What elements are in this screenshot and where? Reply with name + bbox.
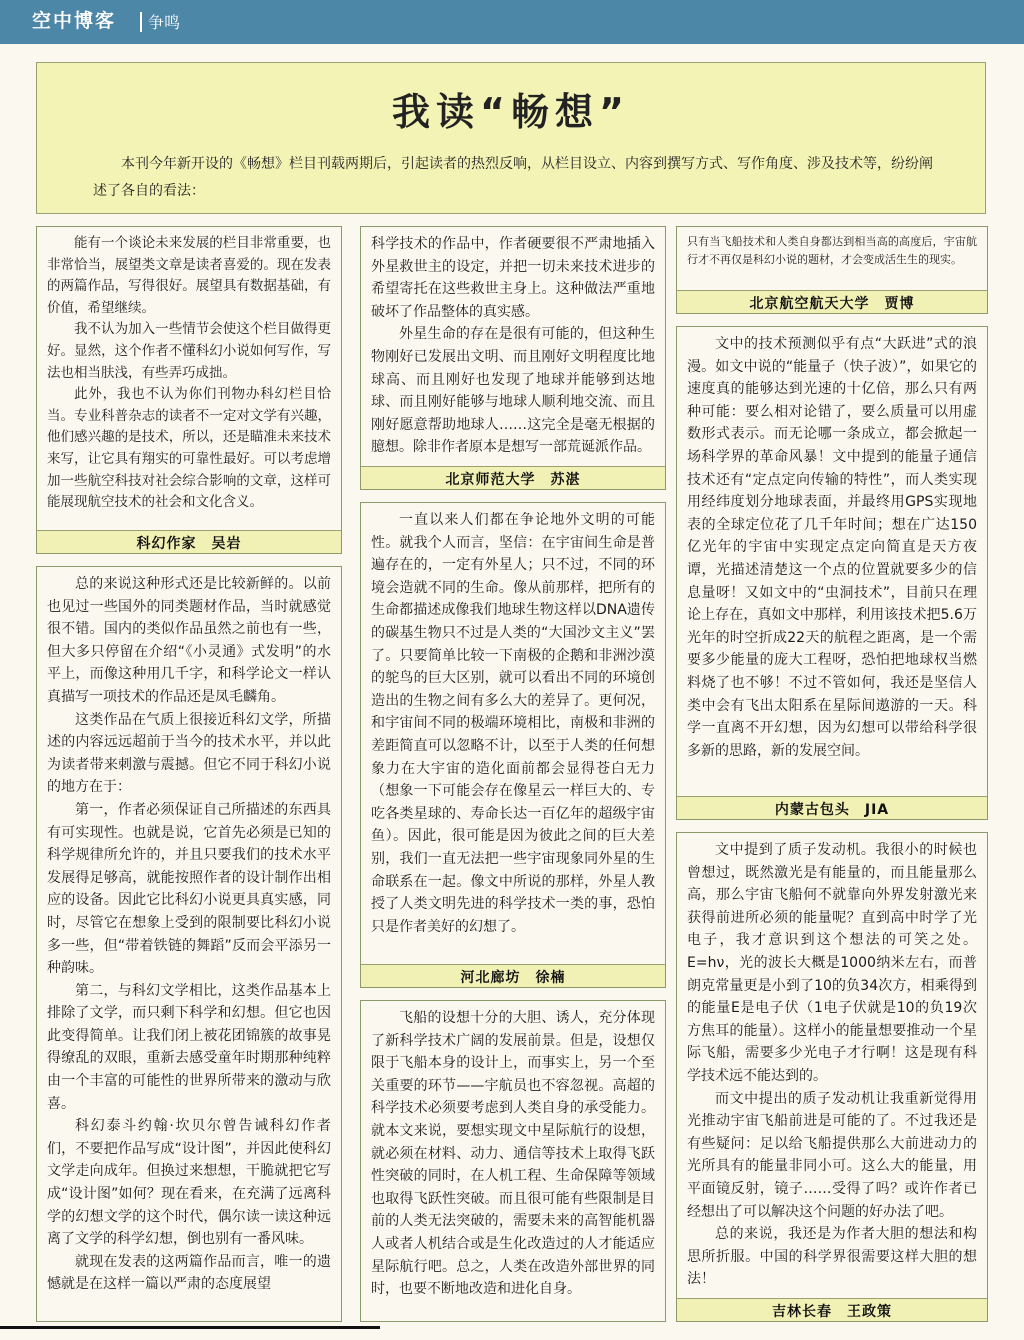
letter-paragraph: 第一，作者必须保证自己所描述的东西具有可实现性。也就是说，它首先必须是已知的科学规律所允许的，并且只要我们的技术水平发展得足够高，就能按照作者的设计制作出相应的设备。因此它比科幻小说更具真实感，同时，尽管它在想象上受到的限制要比科幻小说多一些，但“带着铁链的舞蹈”反而会平添另一种韵味。 bbox=[47, 801, 331, 977]
letter-body bbox=[687, 233, 977, 268]
letter-paragraph: 科学技术的作品中，作者硬要很不严肃地插入外星救世主的设定，并把一切未来技术进步的希望寄托在这些救世主身上。这种做法严重地破坏了作品整体的真实感。 bbox=[371, 236, 655, 320]
letter-paragraph: 外星生命的存在是很有可能的，但这种生物刚好已发展出文明、而且刚好文明程度比地球高、而且刚好也发现了地球并能够到达地球、而且刚好能够与地球人顺利地交流、而且刚好愿意帮助地球人……这完全是毫无根据的臆想。除非作者原本是想写一部荒诞派作品。 bbox=[371, 326, 655, 456]
signature: 科幻作家 吴岩 bbox=[136, 536, 242, 552]
signature-bar bbox=[37, 530, 341, 553]
intro-text: 本刊今年新开设的《畅想》栏目刊载两期后，引起读者的热烈反响，从栏目设立、内容到撰写方式、写作角度、涉及技术等，纷纷阐述了各自的看法： bbox=[93, 156, 933, 199]
letter-box-su-zhan-part2 bbox=[360, 226, 666, 490]
letter-body bbox=[371, 233, 655, 459]
letter-paragraph: 总的来说这种形式还是比较新鲜的。以前也见过一些国外的同类题材作品，当时就感觉很不错。国内的类似作品虽然之前也有一些，但大多只停留在介绍“《小灵通》式发明”的水平上，而像这种用几千字，和科学论文一样认真描写一项技术的作品还是凤毛麟角。 bbox=[47, 576, 331, 705]
letter-paragraph: 我不认为加入一些情节会使这个栏目做得更好。显然，这个作者不懂科幻小说如何写作，写法也相当肤浅，有些弄巧成拙。 bbox=[47, 321, 331, 381]
letter-paragraph: 就现在发表的这两篇作品而言，唯一的遗憾就是在这样一篇以严肃的态度展望 bbox=[47, 1253, 331, 1293]
letter-paragraph: 文中提到了质子发动机。我很小的时候也曾想过，既然激光是有能量的，而且能量那么高，那么宇宙飞船何不就靠向外界发射激光来获得前进所必须的能量呢？直到高中时学了光电子，我才意识到这个想法的可笑之处。E=hν，光的波长大概是1000纳米左右，而普朗克常量更是小到了10的负34次方，相乘得到的能量E是电子伏（1电子伏就是10的负19次方焦耳的能量）。这样小的能量想要推动一个星际飞船，需要多少光电子才行啊！这是现有科学技术远不能达到的。 bbox=[687, 842, 977, 1084]
signature-bar bbox=[677, 796, 987, 819]
letter-box-su-zhan-part1 bbox=[36, 566, 342, 1322]
letter-box-jia-bo-part2 bbox=[676, 226, 988, 314]
signature-bar bbox=[677, 1298, 987, 1321]
signature: 吉林长春 王政策 bbox=[772, 1304, 892, 1320]
header-divider bbox=[140, 12, 142, 32]
signature: 内蒙古包头 JIA bbox=[774, 802, 890, 818]
signature: 河北廊坊 徐楠 bbox=[460, 970, 566, 986]
signature: 北京师范大学 苏湛 bbox=[445, 472, 581, 488]
column-title: 空中博客 bbox=[32, 10, 117, 32]
letter-box-wu-yan bbox=[36, 226, 342, 554]
letter-body bbox=[687, 839, 977, 1291]
letter-paragraph: 这类作品在气质上很接近科幻文学，所描述的内容远远超前于当今的技术水平，并以此为读者带来刺激与震撼。但它不同于科幻小说的地方在于： bbox=[47, 711, 331, 796]
letter-body bbox=[687, 333, 977, 762]
letter-body bbox=[371, 1007, 655, 1301]
letter-box-jia bbox=[676, 326, 988, 820]
letter-paragraph: 文中的技术预测似乎有点“大跃进”式的浪漫。如文中说的“能量子（快子波）”，如果它的速度真的能够达到光速的十亿倍，那么只有两种可能：要么相对论错了，要么质量可以用虚数形式表示。而无论哪一条成立，都会掀起一场科学界的革命风暴！文中提到的能量子通信技术还有“定点定向传输的特性”，而人类实现用经纬度划分地球表面，并最终用GPS实现地表的全球定位花了几千年时间；想在广达150亿光年的宇宙中实现定点定向简直是天方夜谭，光描述清楚这一个点的位置就要多少的信息量呀！又如文中的“虫洞技术”，目前只在理论上存在，真如文中那样，利用该技术把5.6万光年的时空折成22天的航程之距离，是一个需要多少能量的庞大工程呀，恐怕把地球权当燃料烧了也不够！不过不管如何，我还是坚信人类中会有飞出太阳系在星际间遨游的一天。科学一直离不开幻想，因为幻想可以带给科学很多新的思路，新的发展空间。 bbox=[687, 336, 977, 759]
intro-panel bbox=[36, 62, 986, 214]
section-header bbox=[0, 0, 1024, 44]
letter-body bbox=[47, 573, 331, 1296]
signature-bar bbox=[361, 964, 665, 987]
letter-box-wang-zhengce bbox=[676, 832, 988, 1322]
letter-box-xu-nan bbox=[360, 502, 666, 988]
footer-rule bbox=[0, 1326, 380, 1329]
signature: 北京航空航天大学 贾博 bbox=[749, 296, 915, 312]
letter-paragraph: 能有一个谈论未来发展的栏目非常重要，也非常恰当，展望类文章是读者喜爱的。现在发表的两篇作品，写得很好。展望具有数据基础，有价值，希望继续。 bbox=[47, 235, 331, 316]
column-subtitle: 争鸣 bbox=[148, 13, 181, 32]
letter-box-jia-bo-part1 bbox=[360, 1000, 666, 1322]
letter-paragraph: 一直以来人们都在争论地外文明的可能性。就我个人而言，坚信：在宇宙间生命是普遍存在的，一定有外星人；只不过，不同的环境会造就不同的生命。像从前那样，把所有的生命都描述成像我们地球生物这样以DNA遗传的碳基生物只不过是人类的“大国沙文主义”罢了。只要简单比较一下南极的企鹅和非洲沙漠的鸵鸟的巨大区别，就可以看出不同的环境创造出的生物之间有多么大的差异了。更何况，和宇宙间不同的极端环境相比，南极和非洲的差距简直可以忽略不计，以至于人类的任何想象力在大宇宙的造化面前都会显得苍白无力（想象一下可能会存在像星云一样巨大的、专吃各类星球的、寿命长达一百亿年的超级宇宙鱼）。因此，很可能是因为彼此之间的巨大差别，我们一直无法把一些宇宙现象同外星的生命联系在一起。像文中所说的那样，外星人教授了人类文明先进的科学技术一类的事，恐怕只是作者美好的幻想了。 bbox=[371, 512, 655, 935]
letter-body bbox=[47, 233, 331, 514]
article-title: 我读“畅想” bbox=[392, 90, 630, 134]
signature-bar bbox=[361, 466, 665, 489]
letter-paragraph: 飞船的设想十分的大胆、诱人，充分体现了新科学技术广阔的发展前景。但是，设想仅限于飞船本身的设计上，而事实上，另一个至关重要的环节——宇航员也不容忽视。高超的科学技术必须要考虑到人类自身的承受能力。就本文来说，要想实现文中星际航行的设想，就必须在材料、动力、通信等技术上取得飞跃性突破的同时，在人机工程、生命保障等领域也取得飞跃性突破。而且很可能有些限制是目前的人类无法突破的，需要未来的高智能机器人或者人机结合或是生化改造过的人才能适应星际航行吧。总之，人类在改造外部世界的同时，也要不断地改造和进化自身。 bbox=[371, 1010, 655, 1298]
letter-body bbox=[371, 509, 655, 938]
signature-bar bbox=[677, 290, 987, 313]
letter-paragraph: 此外，我也不认为你们刊物办科幻栏目恰当。专业科普杂志的读者不一定对文学有兴趣，他们感兴趣的是技术，所以，还是瞄准未来技术来写，让它具有翔实的可靠性最好。可以考虑增加一些航空科技对社会综合影响的文章，这样可能展现航空技术的社会和文化含义。 bbox=[47, 386, 331, 511]
letter-paragraph: 第二，与科幻文学相比，这类作品基本上排除了文学，而只剩下科学和幻想。但它也因此变得简单。让我们闭上被花团锦簇的故事晃得缭乱的双眼，重新去感受童年时期那种纯粹由一个丰富的可能性的世界所带来的激动与欣喜。 bbox=[47, 982, 331, 1112]
letter-paragraph: 科幻泰斗约翰·坎贝尔曾告诫科幻作者们，不要把作品写成“设计图”，并因此使科幻文学走向成年。但换过来想想，干脆就把它写成“设计图”如何？现在看来，在充满了远离科学的幻想文学的这个时代，偶尔读一读这种远离了文学的科学幻想，倒也别有一番风味。 bbox=[47, 1118, 331, 1248]
letter-paragraph: 总的来说，我还是为作者大胆的想法和构思所折服。中国的科学界很需要这样大胆的想法！ bbox=[687, 1226, 977, 1288]
letter-paragraph: 而文中提出的质子发动机让我重新觉得用光推动宇宙飞船前进是可能的了。不过我还是有些疑问：足以给飞船提供那么大前进动力的光所具有的能量非同小可。这么大的能量，用平面镜反射，镜子……受得了吗？或许作者已经想出了可以解决这个问题的好办法了吧。 bbox=[687, 1090, 977, 1220]
letter-paragraph: 只有当飞船技术和人类自身都达到相当高的高度后，宇宙航行才不再仅是科幻小说的题材，才会变成活生生的现实。 bbox=[687, 235, 977, 266]
